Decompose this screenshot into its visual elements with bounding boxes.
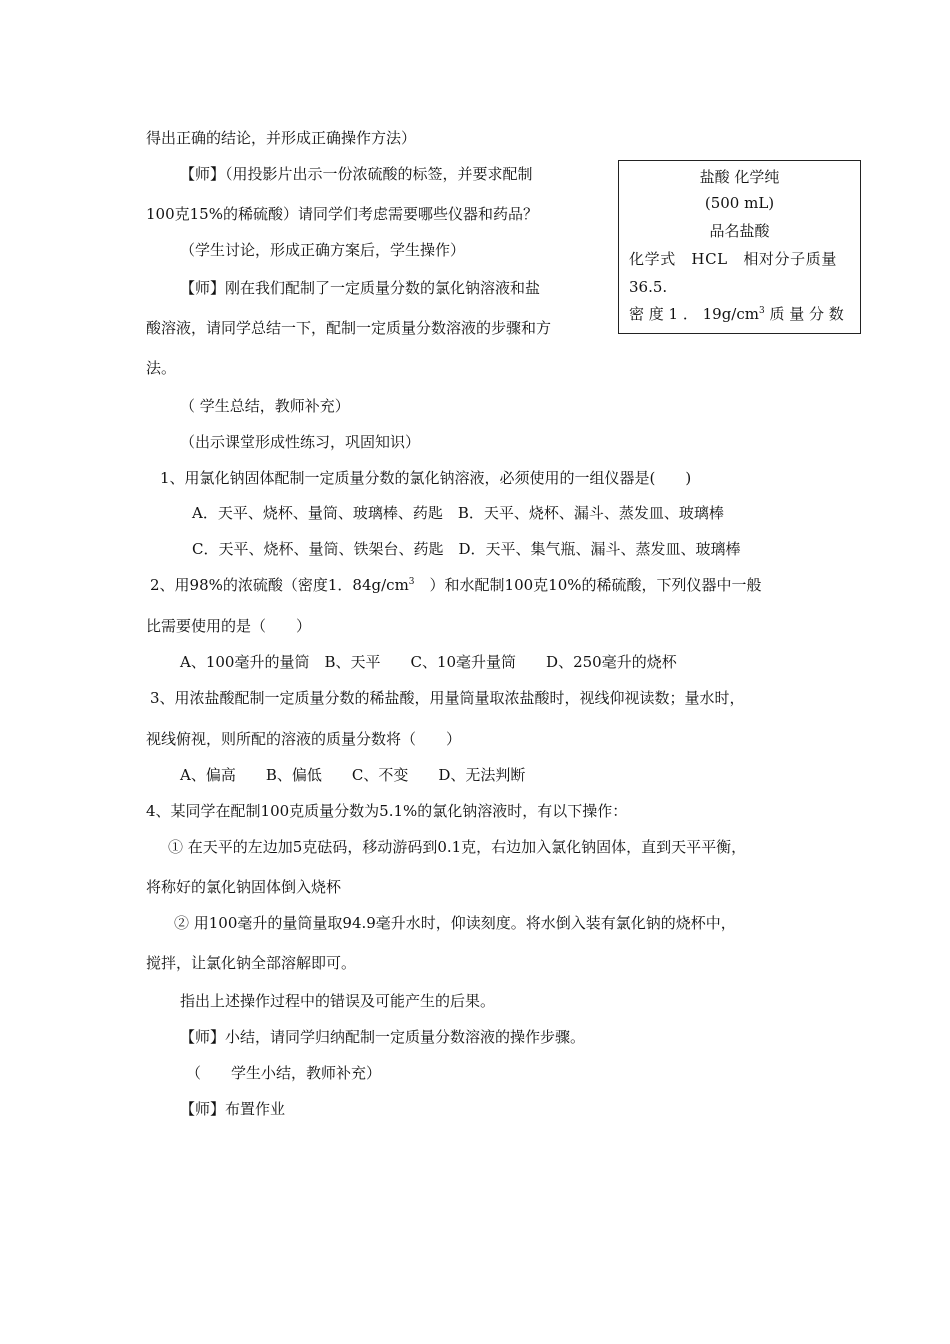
superscript: 3 bbox=[758, 306, 765, 316]
label-mass-fraction: 质 量 分 数 bbox=[764, 305, 844, 323]
question-3-options: A、偏高 B、偏低 C、不变 D、无法判断 bbox=[180, 766, 526, 784]
text-line: ② 用100毫升的量筒量取94.9毫升水时，仰读刻度。将水倒入装有氯化钠的烧杯中， bbox=[174, 914, 736, 932]
text-line: 酸溶液，请同学总结一下，配制一定质量分数溶液的步骤和方 bbox=[146, 319, 552, 337]
question-3: 3、用浓盐酸配制一定质量分数的稀盐酸，用量筒量取浓盐酸时，视线仰视读数；量水时， bbox=[150, 689, 745, 707]
question-4: 4、某同学在配制100克质量分数为5.1%的氯化钠溶液时，有以下操作： bbox=[146, 802, 628, 820]
label-formula: 化学式 HCL 相对分子质量 bbox=[629, 250, 837, 268]
label-density-text: 密 度 1 ． 19g/cm bbox=[629, 305, 759, 323]
question-1-options-ab: A．天平、烧杯、量筒、玻璃棒、药匙 B．天平、烧杯、漏斗、蒸发皿、玻璃棒 bbox=[192, 504, 724, 522]
question-2-options: A、100毫升的量筒 B、天平 C、10毫升量筒 D、250毫升的烧杯 bbox=[180, 653, 677, 671]
question-1-options-cd: C．天平、烧杯、量筒、铁架台、药匙 D．天平、集气瓶、漏斗、蒸发皿、玻璃棒 bbox=[192, 540, 741, 558]
text-line: 【师】刚在我们配制了一定质量分数的氯化钠溶液和盐 bbox=[180, 279, 541, 297]
text-line: （ 学生小结，教师补充） bbox=[186, 1064, 382, 1082]
text-line: 法。 bbox=[146, 359, 177, 377]
label-volume: (500 mL) bbox=[704, 194, 775, 212]
superscript: 3 bbox=[408, 577, 415, 587]
text-line: 100克15%的稀硫酸）请同学们考虑需要哪些仪器和药品？ bbox=[146, 205, 538, 223]
question-1: 1、用氯化钠固体配制一定质量分数的氯化钠溶液，必须使用的一组仪器是( ) bbox=[160, 469, 692, 487]
text-line: （学生讨论，形成正确方案后，学生操作） bbox=[180, 241, 466, 259]
text-line: 比需要使用的是（ ） bbox=[146, 617, 312, 635]
acid-label-box bbox=[618, 160, 861, 334]
text-line: 【师】布置作业 bbox=[180, 1100, 286, 1118]
text-line: 指出上述操作过程中的错误及可能产生的后果。 bbox=[180, 992, 496, 1010]
question-2-text-a: 2、用98%的浓硫酸（密度1．84g/cm bbox=[150, 576, 409, 594]
label-density bbox=[629, 304, 844, 324]
text-line: 【师】（用投影片出示一份浓硫酸的标签，并要求配制 bbox=[180, 165, 533, 183]
text-line: 视线俯视，则所配的溶液的质量分数将（ ） bbox=[146, 730, 462, 748]
text-line: 得出正确的结论，并形成正确操作方法） bbox=[146, 129, 417, 147]
label-molar-mass: 36.5. bbox=[629, 278, 668, 296]
text-line: 【师】小结，请同学归纳配制一定质量分数溶液的操作步骤。 bbox=[180, 1028, 586, 1046]
text-line: （ 学生总结，教师补充） bbox=[180, 397, 350, 415]
question-2 bbox=[150, 575, 762, 595]
text-line: 将称好的氯化钠固体倒入烧杯 bbox=[146, 878, 342, 896]
question-2-text-b: ）和水配制100克10%的稀硫酸，下列仪器中一般 bbox=[414, 576, 762, 594]
text-line: 搅拌，让氯化钠全部溶解即可。 bbox=[146, 954, 357, 972]
text-line: （出示课堂形成性练习，巩固知识） bbox=[180, 433, 421, 451]
label-product-name: 品名盐酸 bbox=[709, 222, 770, 240]
text-line: ① 在天平的左边加5克砝码，移动游码到0.1克，右边加入氯化钠固体，直到天平平衡， bbox=[168, 838, 747, 856]
label-title: 盐酸 化学纯 bbox=[699, 168, 780, 186]
